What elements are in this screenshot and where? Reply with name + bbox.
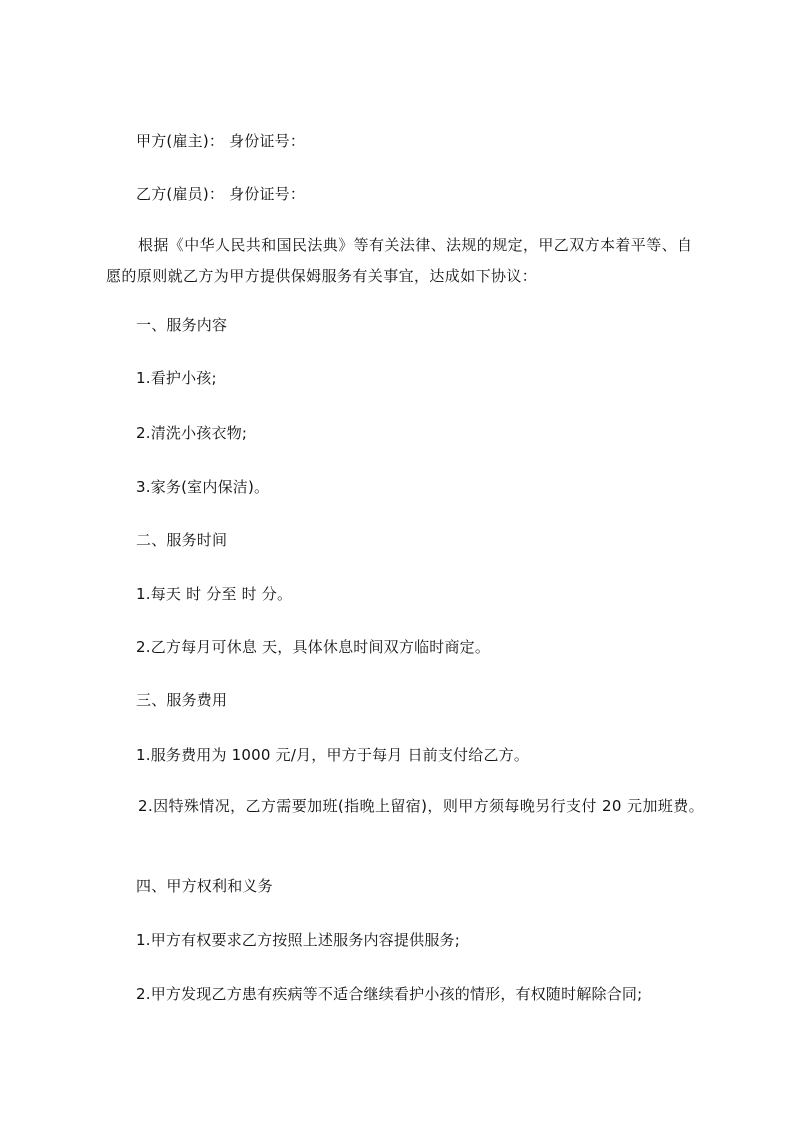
section-3-heading: 三、服务费用 xyxy=(136,691,228,709)
section-1-item-1: 1.看护小孩; xyxy=(136,369,217,387)
section-1-item-2: 2.清洗小孩衣物; xyxy=(136,424,248,442)
section-2-heading: 二、服务时间 xyxy=(136,531,228,549)
party-a-line: 甲方(雇主)： 身份证号： xyxy=(136,132,306,150)
section-2-item-2: 2.乙方每月可休息 天，具体休息时间双方临时商定。 xyxy=(136,638,491,656)
section-4-heading: 四、甲方权利和义务 xyxy=(136,877,273,895)
section-2-item-1: 1.每天 时 分至 时 分。 xyxy=(136,585,293,603)
section-3-item-1: 1.服务费用为 1000 元/月，甲方于每月 日前支付给乙方。 xyxy=(136,746,530,764)
preamble-paragraph: 根据《中华人民共和国民法典》等有关法律、法规的规定，甲乙双方本着平等、自愿的原则就乙方为甲方提供保姆服务有关事宜，达成如下协议： xyxy=(106,236,693,285)
section-1-heading: 一、服务内容 xyxy=(136,316,228,334)
party-b-line: 乙方(雇员)： 身份证号： xyxy=(136,185,306,203)
section-4-item-2: 2.甲方发现乙方患有疾病等不适合继续看护小孩的情形，有权随时解除合同; xyxy=(136,985,643,1003)
section-1-item-3: 3.家务(室内保洁)。 xyxy=(136,478,270,496)
section-4-item-1: 1.甲方有权要求乙方按照上述服务内容提供服务; xyxy=(136,931,460,949)
section-3-item-2: 2.因特殊情况，乙方需要加班(指晚上留宿)，则甲方须每晚另行支付 20 元加班费。 xyxy=(138,797,705,815)
